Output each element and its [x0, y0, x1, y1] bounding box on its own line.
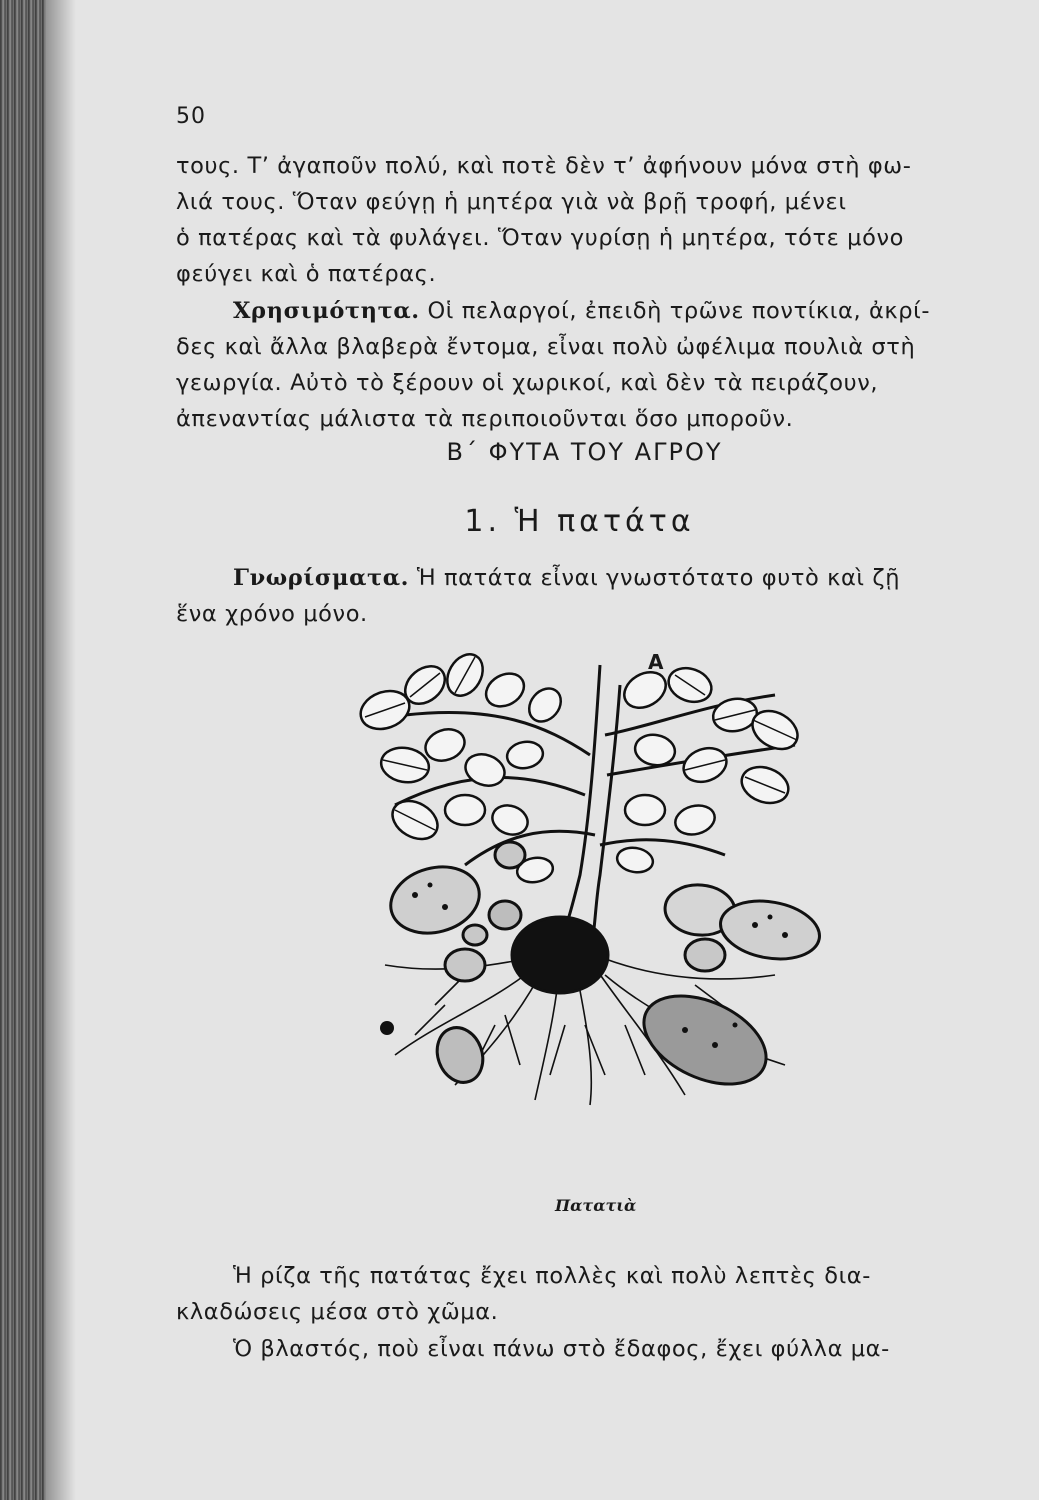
- text-line: [176, 293, 1006, 329]
- text-line: τους. Τ’ ἀγαποῦν πολύ, καὶ ποτὲ δὲν τ’ ἀφήνουν μόνα στὴ φω-: [176, 153, 912, 179]
- text-line: λιά τους. Ὅταν φεύγῃ ἡ μητέρα γιὰ νὰ βρῇ τροφή, μένει: [176, 189, 847, 215]
- text-span: Ἡ ρίζα τῆς πατάτας ἔχει πολλὲς καὶ πολὺ λεπτὲς δια-: [233, 1263, 871, 1289]
- text-span: Ὁ βλαστός, ποὺ εἶναι πάνω στὸ ἔδαφος, ἔχει φύλλα μα-: [233, 1336, 890, 1362]
- section-heading: Β΄ ΦΥΤΑ ΤΟΥ ΑΓΡΟΥ: [446, 438, 723, 466]
- text-line: φεύγει καὶ ὁ πατέρας.: [176, 261, 437, 287]
- text-span: Οἱ πελαργοί, ἐπειδὴ τρῶνε ποντίκια, ἀκρί-: [419, 298, 931, 324]
- text-line: [176, 1331, 1006, 1367]
- book-spine: [0, 0, 46, 1500]
- text-line: ὁ πατέρας καὶ τὰ φυλάγει. Ὅταν γυρίσῃ ἡ μητέρα, τότε μόνο: [176, 225, 904, 251]
- figure-label: Α: [648, 650, 664, 674]
- text-line: ἀπεναντίας μάλιστα τὰ περιποιοῦνται ὅσο μποροῦν.: [176, 406, 794, 432]
- text-line: ἕνα χρόνο μόνο.: [176, 601, 368, 627]
- text-span: Ἡ πατάτα εἶναι γνωστότατο φυτὸ καὶ ζῇ: [409, 565, 901, 591]
- text-line: [176, 1258, 1006, 1294]
- paragraph-lead: Γνωρίσματα.: [233, 565, 410, 591]
- text-line: γεωργία. Αὐτὸ τὸ ξέρουν οἱ χωρικοί, καὶ δὲν τὰ πειράζουν,: [176, 370, 879, 396]
- lesson-title: 1. Ἡ πατάτα: [464, 504, 695, 539]
- text-line: [176, 560, 1006, 596]
- potato-plant-illustration: [345, 645, 835, 1115]
- page-number: 50: [176, 104, 206, 129]
- figure-caption: Πατατιὰ: [555, 1196, 637, 1215]
- text-line: δες καὶ ἄλλα βλαβερὰ ἔντομα, εἶναι πολὺ ὠφέλιμα πουλιὰ στὴ: [176, 334, 916, 360]
- paragraph-lead: Χρησιμότητα.: [233, 298, 420, 324]
- text-line: κλαδώσεις μέσα στὸ χῶμα.: [176, 1299, 499, 1325]
- spine-shadow: [46, 0, 76, 1500]
